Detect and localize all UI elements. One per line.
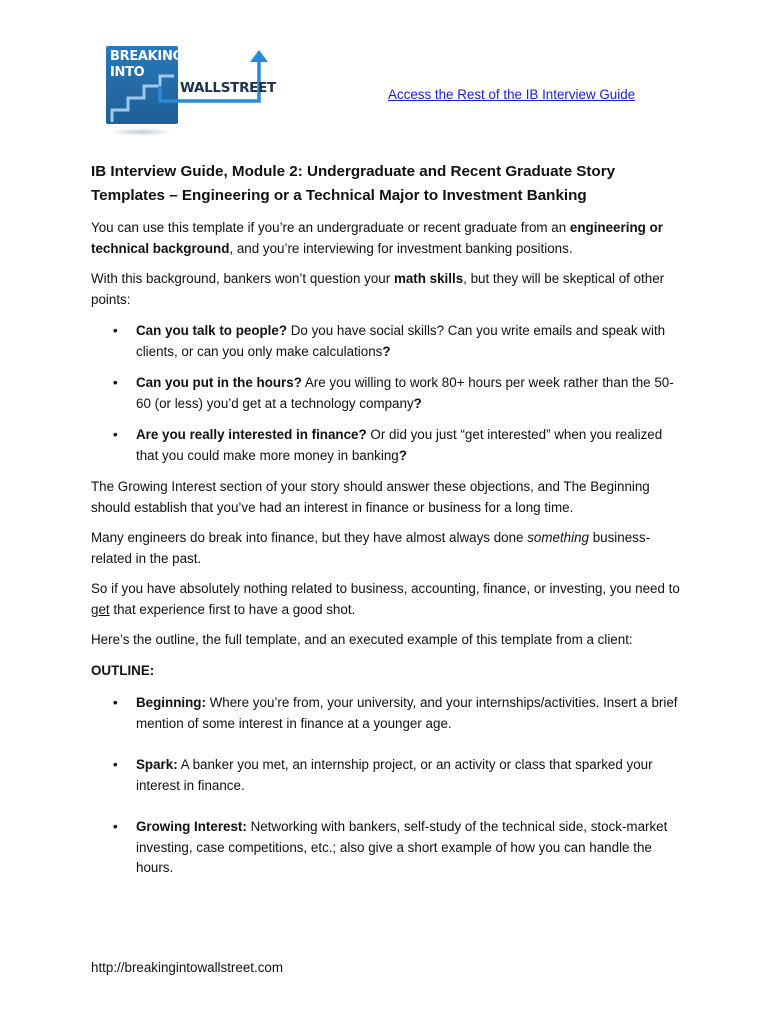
outline-intro-paragraph: Here’s the outline, the full template, and an executed example of this template from a client:: [91, 632, 633, 647]
nothing-text-c: that experience first to have a good shot.: [109, 601, 356, 617]
bullet-end: ?: [413, 395, 422, 411]
footer-url[interactable]: http://breakingintowallstreet.com: [91, 960, 284, 975]
bullet-end: ?: [398, 447, 407, 463]
list-item: [136, 321, 684, 362]
bullet-bold: Can you talk to people?: [136, 323, 288, 338]
engineers-paragraph: [91, 528, 681, 569]
outline-bold: Beginning:: [136, 695, 206, 710]
breaking-into-wallstreet-logo: [104, 44, 274, 144]
document-title: [91, 160, 691, 208]
nothing-related-paragraph: [91, 579, 681, 620]
bullet-text: Do you have social skills? Can you write emails and speak with clients, or can you only make calculations: [136, 323, 666, 359]
intro-text-a: You can use this template if you’re an undergraduate or recent graduate from an: [91, 220, 570, 235]
background-text-c: , but they will be skeptical of other points:: [91, 271, 665, 307]
growing-interest-paragraph: The Growing Interest section of your story should answer these objections, and The Beginning should establish that you’ve had an interest in finance or business for a long time.: [91, 479, 650, 515]
outline-bold: Growing Interest:: [136, 819, 247, 834]
title-line-2: Templates – Engineering or a Technical Major to Investment Banking: [91, 187, 587, 204]
outline-text: Where you’re from, your university, and your internships/activities. Insert a brief mention of some interest in finance at a younger age.: [136, 695, 678, 731]
intro-text-c: , and you’re interviewing for investment banking positions.: [229, 240, 573, 256]
outline-text: A banker you met, an internship project, or an activity or class that sparked your interest in finance.: [136, 757, 653, 793]
intro-text-bold: engineering or technical background: [91, 220, 663, 256]
logo-text-wallstreet: WALLSTREET: [180, 80, 276, 96]
engineers-text-c: business-related in the past.: [91, 530, 651, 566]
bullet-end: ?: [382, 343, 391, 359]
logo-text-into: INTO: [110, 65, 145, 80]
logo-text-breaking: BREAKING: [110, 49, 183, 64]
list-item: [136, 425, 684, 466]
bullet-text: Or did you just “get interested” when you realized that you could make more money in banking: [136, 427, 663, 463]
bullet-bold: Are you really interested in finance?: [136, 427, 367, 442]
bullet-text: Are you willing to work 80+ hours per week rather than the 50-60 (or less) you’d get at a technology company: [136, 375, 674, 411]
nothing-text-underlined: get: [91, 601, 110, 617]
list-item: [136, 817, 684, 879]
list-item: [136, 373, 684, 414]
title-line-1: IB Interview Guide, Module 2: Undergraduate and Recent Graduate Story: [91, 163, 616, 180]
background-text-a: With this background, bankers won’t question your: [91, 271, 394, 286]
bullet-bold: Can you put in the hours?: [136, 375, 302, 390]
outline-bold: Spark:: [136, 757, 178, 772]
outline-text: Networking with bankers, self-study of the technical side, stock-market investing, case competitions, etc.; also give a short example of how you can handle the hours.: [136, 819, 668, 875]
bullet-marker: •: [113, 323, 118, 338]
background-paragraph: [91, 269, 681, 310]
engineers-text-a: Many engineers do break into finance, but they have almost always done: [91, 530, 528, 545]
bullet-marker: •: [113, 375, 118, 390]
bullet-marker: •: [113, 819, 118, 834]
bullet-marker: •: [113, 757, 118, 772]
nothing-text-a: So if you have absolutely nothing related to business, accounting, finance, or investing, you need to: [91, 581, 680, 596]
bullet-marker: •: [113, 695, 118, 710]
bullet-marker: •: [113, 427, 118, 442]
list-item: [136, 693, 684, 734]
list-item: [136, 755, 684, 796]
access-guide-link[interactable]: Access the Rest of the IB Interview Guide: [388, 87, 636, 102]
outline-heading: OUTLINE:: [91, 663, 155, 678]
engineers-text-italic: something: [527, 530, 589, 545]
background-text-bold: math skills: [393, 271, 464, 286]
intro-paragraph: [91, 218, 681, 259]
